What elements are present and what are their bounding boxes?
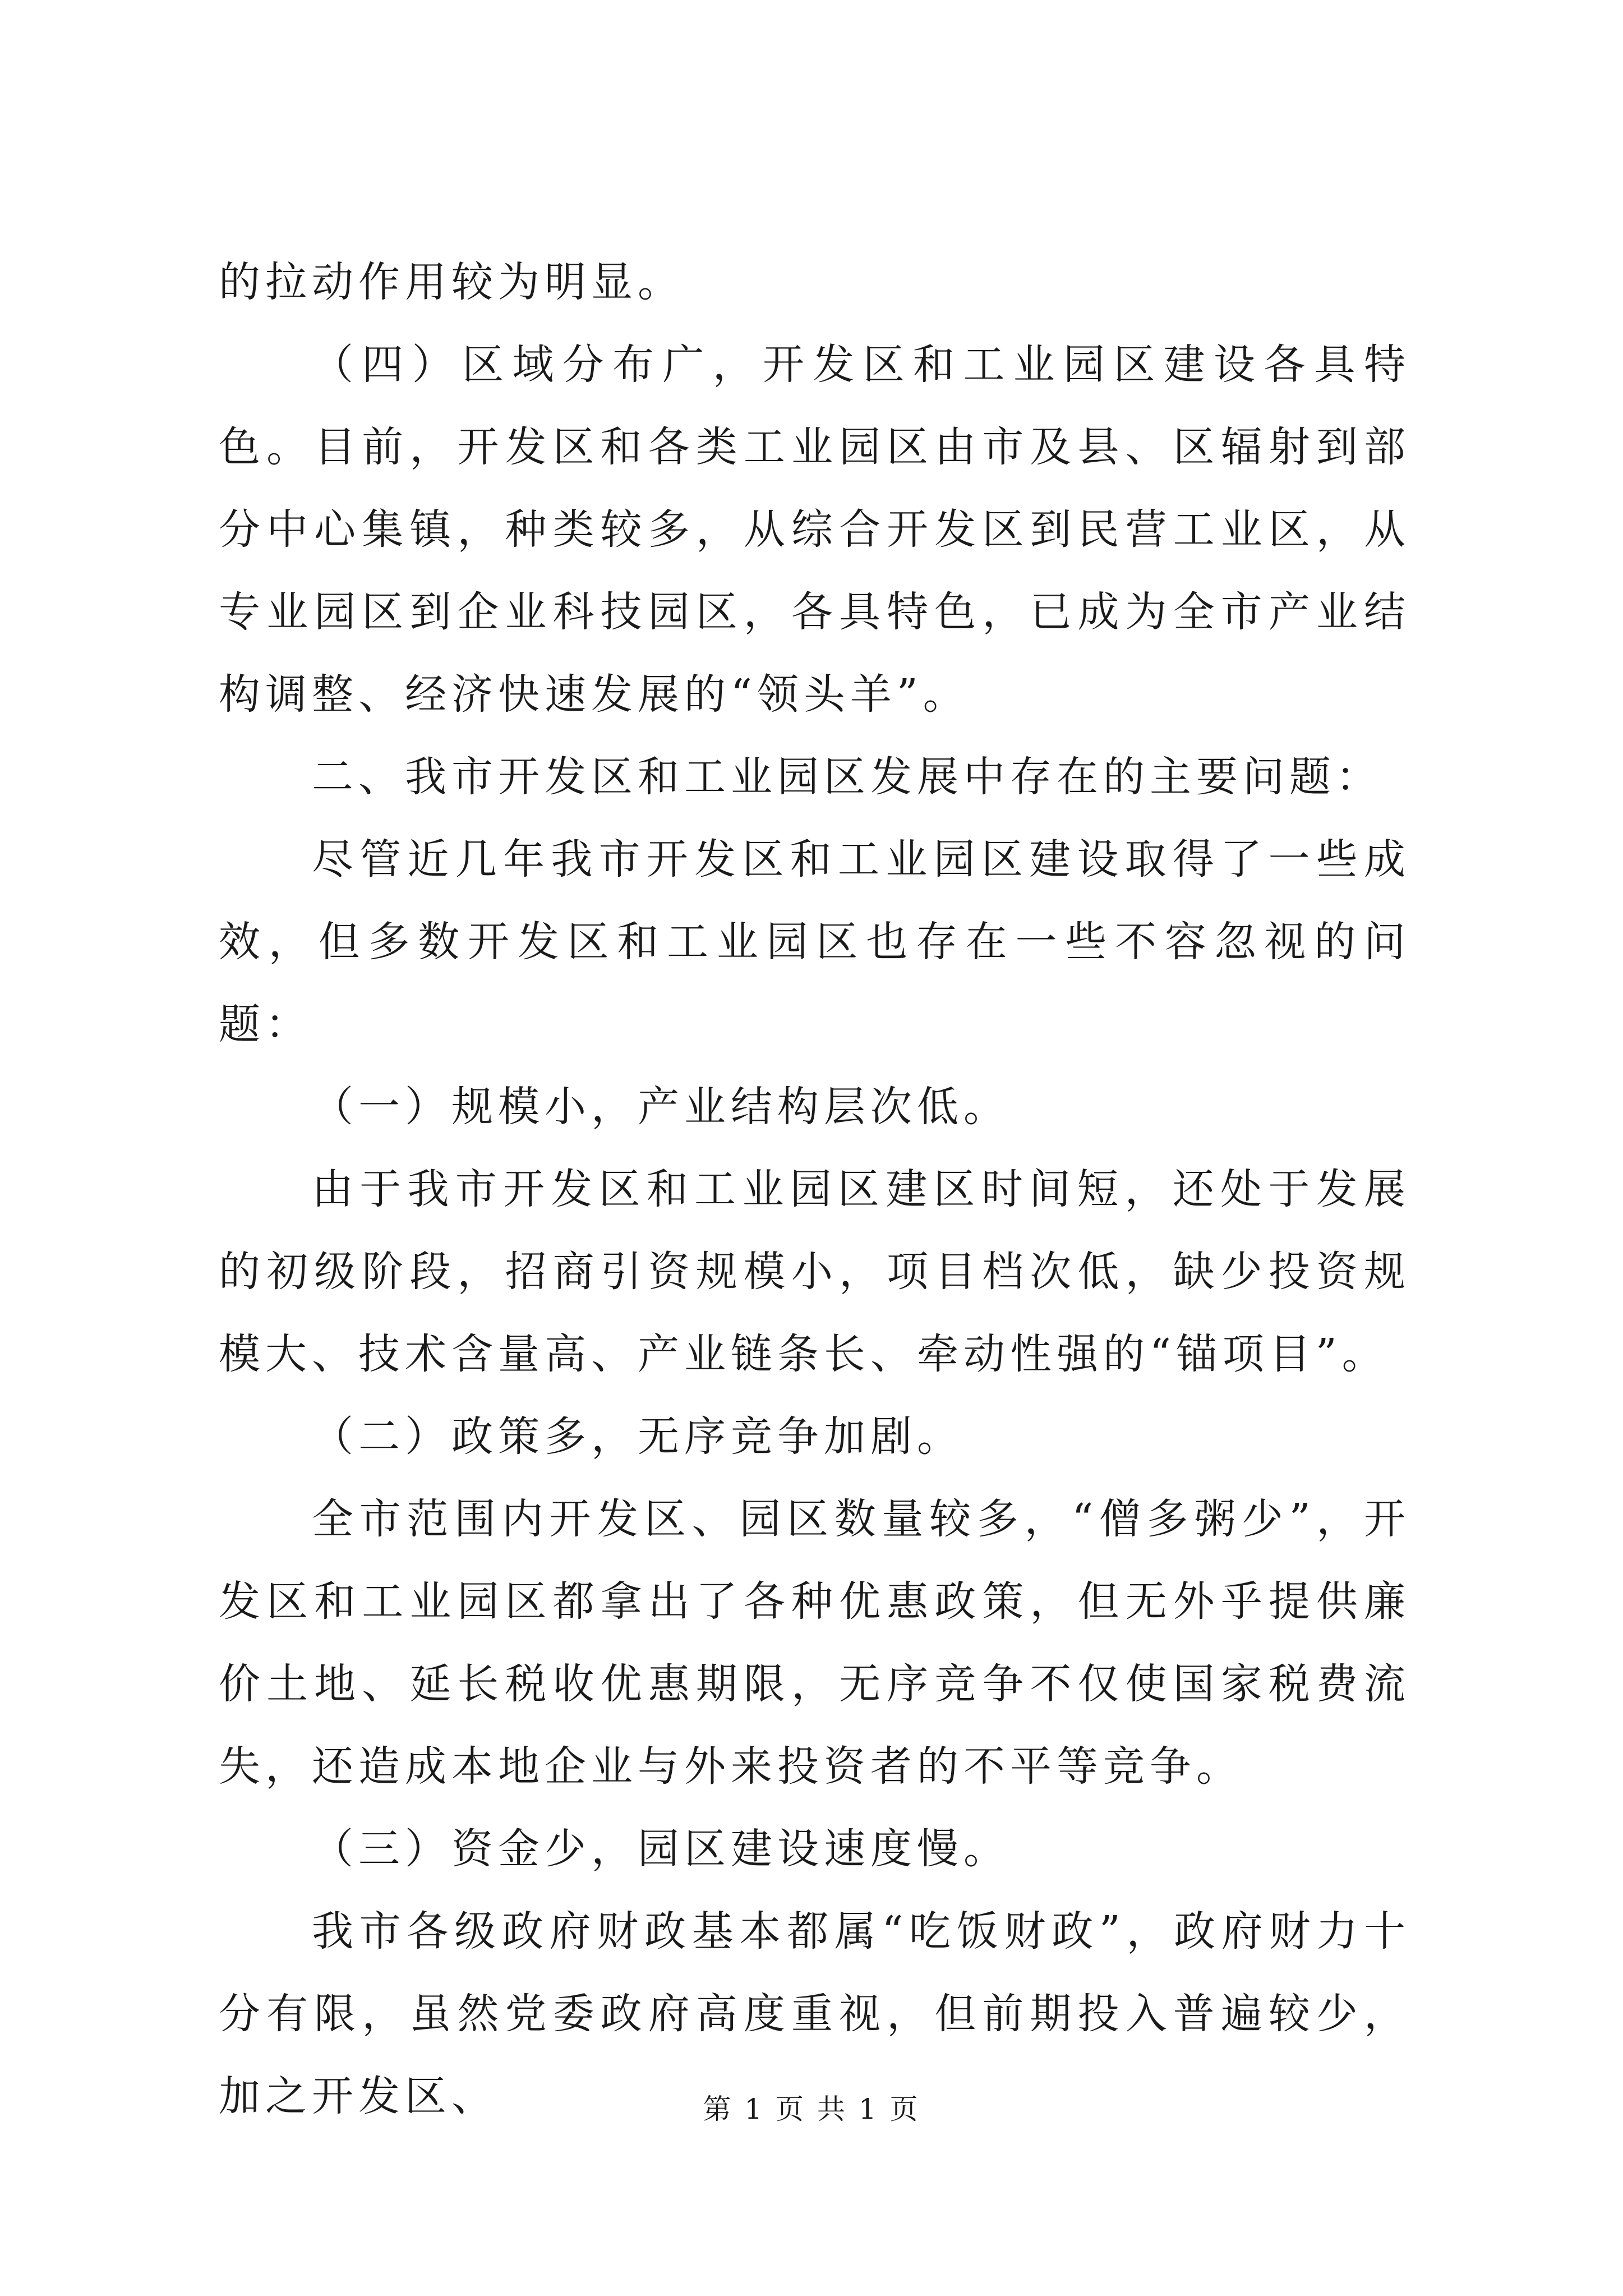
page-footer: 第 1 页 共 1 页 — [703, 2093, 920, 2125]
paragraph-problems-intro: 尽管近几年我市开发区和工业园区建设取得了一些成效，但多数开发区和工业园区也存在一些不容忽视的问题： — [219, 835, 1410, 1048]
subheading-three: （三）资金少，园区建设速度慢。 — [312, 1825, 1010, 1873]
subheading-two: （二）政策多，无序竞争加剧。 — [312, 1412, 963, 1461]
section-heading-problems: 二、我市开发区和工业园区发展中存在的主要问题： — [312, 753, 1382, 801]
paragraph-section-four: （四）区域分布广，开发区和工业园区建设各具特色。目前，开发区和各类工业园区由市及县、区辐射到部分中心集镇，种类较多，从综合开发区到民营工业区，从专业园区到企业科技园区，各具特色，已成为全市产业结构调整、经济快速发展的“领头羊”。 — [219, 341, 1410, 719]
paragraph-one-detail: 由于我市开发区和工业园区建区时间短，还处于发展的初级阶段，招商引资规模小，项目档次低，缺少投资规模大、技术含量高、产业链条长、牵动性强的“锚项目”。 — [219, 1165, 1410, 1378]
document-body — [219, 241, 1410, 2138]
paragraph-continuation: 的拉动作用较为明显。 — [219, 258, 684, 306]
subheading-one: （一）规模小，产业结构层次低。 — [312, 1083, 1010, 1131]
paragraph-two-detail: 全市范围内开发区、园区数量较多，“僧多粥少”，开发区和工业园区都拿出了各种优惠政策，但无外乎提供廉价土地、延长税收优惠期限，无序竞争不仅使国家税费流失，还造成本地企业与外来投资者的不平等竞争。 — [219, 1495, 1410, 1791]
paragraph-three-detail: 我市各级政府财政基本都属“吃饭财政”，政府财力十分有限，虽然党委政府高度重视，但前期投入普遍较少，加之开发区、 — [219, 1907, 1410, 2120]
